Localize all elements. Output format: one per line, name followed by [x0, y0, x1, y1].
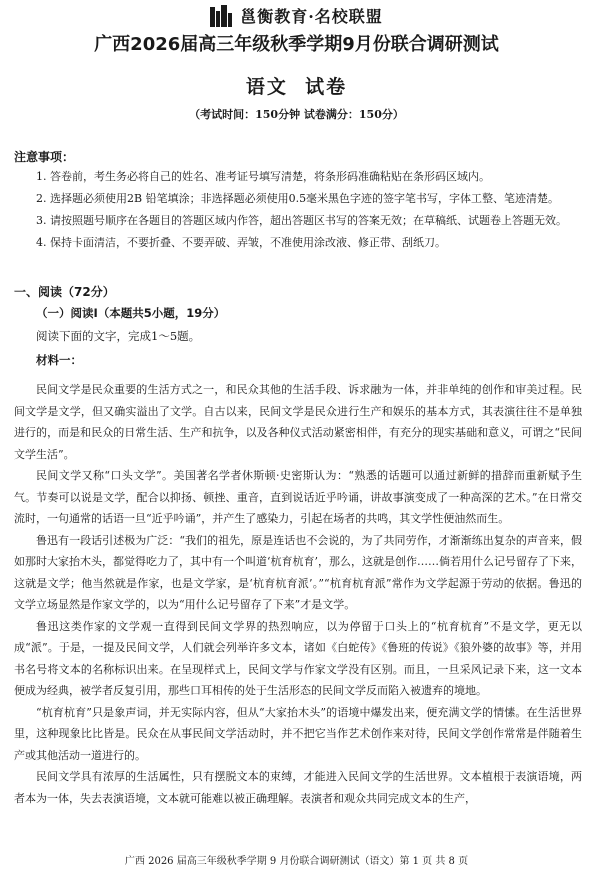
material-label: 材料一： [36, 353, 82, 367]
passage-paragraph: 民间文学具有浓厚的生活属性，只有摆脱文本的束缚，才能进入民间文学的生活世界。文本植根于表演语境，两者本为一体，失去表演语境，文本就可能难以被正确理解。表演者和观众共同完成文本的生产， [14, 770, 582, 805]
passage-paragraph: 鲁迅这类作家的文学观一直得到民间文学界的热烈响应，以为停留于口头上的“杭育杭育”不是文学，更无以成“派”。于是，一提及民间文学，人们就会列举许多文本，诸如《白蛇传》《鲁班的传说》《狼外婆的故事》等，并用书名号将文本的名称标识出来。在呈现样式上，民间文学与作家文学没有区别。而且，一旦采风记录下来，这一文本便成为经典，被学者反复引用，那些口耳相传的处于生活形态的民间文学反而陷入被遗弃的境地。 [14, 619, 582, 697]
page-footer: 广西 2026 届高三年级秋季学期 9 月份联合调研测试（语文）第 1 页 共 8 页 [124, 856, 469, 867]
section-heading: 一、阅读（72分） [14, 285, 115, 299]
notice-list [14, 166, 582, 254]
brand-name: 邕衡教育·名校联盟 [240, 7, 383, 26]
reading-instruction: 阅读下面的文字，完成1～5题。 [36, 329, 201, 343]
exam-title: 广西2026届高三年级秋季学期9月份联合调研测试 [94, 34, 499, 55]
notice-item: 2. 选择题必须使用2B 铅笔填涂；非选择题必须使用0.5毫米黑色字迹的签字笔书写，字体工整、笔迹清楚。 [36, 192, 560, 205]
reading-passage [14, 379, 582, 809]
notice-item: 4. 保持卡面清洁，不要折叠、不要弄破、弄皱，不准使用涂改液、修正带、刮纸刀。 [36, 236, 446, 249]
exam-info: （考试时间：150分钟 试卷满分：150分） [189, 108, 404, 121]
passage-paragraph: 鲁迅有一段话引述极为广泛：“我们的祖先，原是连话也不会说的，为了共同劳作，才渐渐练出复杂的声音来，假如那时大家抬木头，都觉得吃力了，其中有一个叫道‘杭育杭育’，那么，这就是创作……倘若用什么记号留存了下来，这就是文学；他当然就是作家，也是文学家，是‘杭育杭育派’。”“杭育杭育派”常作为文学起源于劳动的依据。鲁迅的文学立场显然是作家文学的，以为“用什么记号留存了下来”才是文学。 [14, 533, 582, 611]
sub-section-heading: （一）阅读Ⅰ（本题共5小题，19分） [36, 306, 226, 320]
books-logo-icon [210, 5, 234, 27]
notice-item: 3. 请按照题号顺序在各题目的答题区域内作答，超出答题区书写的答案无效；在草稿纸、试题卷上答题无效。 [36, 214, 567, 227]
paper-title: 语文 试卷 [245, 76, 348, 98]
passage-paragraph: 民间文学是民众重要的生活方式之一，和民众其他的生活手段、诉求融为一体，并非单纯的创作和审美过程。民间文学是文学，但又确实溢出了文学。自古以来，民间文学是民众进行生产和娱乐的基本方式，其表演往往不是单独进行的，而是和民众的日常生活、生产和抗争，以及各种仪式活动紧密相伴，有充分的现实基础和意义，可谓之“民间文学生活”。 [14, 383, 582, 461]
notice-item: 1. 答卷前，考生务必将自己的姓名、准考证号填写清楚，将条形码准确粘贴在条形码区域内。 [36, 170, 490, 183]
brand-header [0, 4, 593, 27]
notice-heading: 注意事项： [14, 150, 75, 164]
passage-paragraph: 民间文学又称“口头文学”。美国著名学者休斯顿·史密斯认为：“熟悉的话题可以通过新鲜的措辞而重新赋予生气。节奏可以说是文学，配合以抑扬、顿挫、重音，直到说话近乎吟诵，讲故事演变成了一种高深的艺术。”在日常交流时，一句通常的话语一旦“近乎吟诵”，并产生了感染力，引起在场者的共鸣，其文学性便油然而生。 [14, 469, 582, 525]
passage-paragraph: “杭育杭育”只是象声词，并无实际内容，但从“大家抬木头”的语境中爆发出来，便充满文学的情愫。在生活世界里，这种现象比比皆是。民众在从事民间文学活动时，并不把它当作艺术创作来对待，民间文学创作常常是伴随着生产或其他活动一道进行的。 [14, 705, 582, 762]
